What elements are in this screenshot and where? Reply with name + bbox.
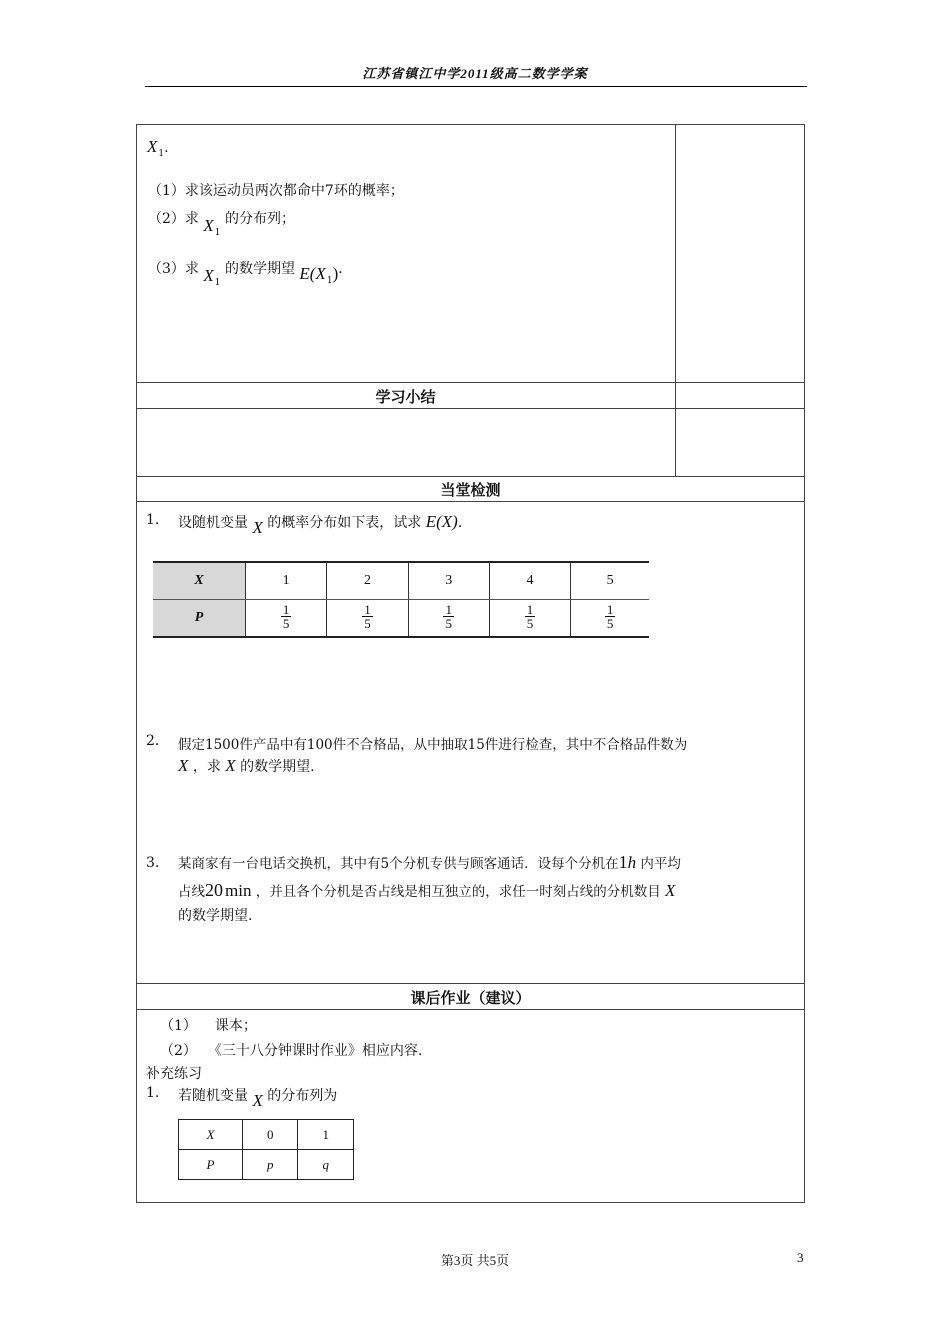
- table-cell: 0: [242, 1120, 298, 1150]
- check-item-3-number: 3.: [146, 855, 160, 871]
- check-item-2-line-1: 假定1500件产品中有100件不合格品，从中抽取15件进行检查，其中不合格品件数为: [178, 737, 688, 753]
- row-divider: [136, 1009, 805, 1010]
- table-cell-p-label: P: [153, 600, 246, 638]
- table-cell: 4: [489, 562, 570, 600]
- table-cell: $\frac{1}{5}$: [489, 600, 570, 638]
- table-cell-x-label: X: [153, 562, 246, 600]
- extra-practice-title: 补充练习: [146, 1066, 202, 1082]
- table-cell: q: [298, 1150, 354, 1180]
- check-item-3-line-1: 某商家有一台电话交换机，其中有5个分机专供与顾客通话．设每个分机在1h 内平均: [178, 852, 681, 872]
- problem-lead: $X_1$.: [147, 137, 169, 159]
- check-item-3-line-2: 占线20 min ，并且各个分机是否占线是相互独立的，求任一时刻占线的分机数目 X: [178, 880, 676, 900]
- table-row: [153, 600, 649, 638]
- section-summary-title: 学习小结: [375, 388, 436, 406]
- check-item-2-line-2: X ，求 X 的数学期望.: [178, 756, 315, 775]
- table-row: [179, 1120, 354, 1150]
- check-item-2-number: 2.: [146, 733, 160, 749]
- table-cell: p: [242, 1150, 298, 1180]
- table-row: [179, 1150, 354, 1180]
- notes-column-divider: [675, 124, 676, 476]
- distribution-table-1: [153, 561, 649, 638]
- table-cell-x-label: X: [179, 1120, 243, 1150]
- extra-item-1-number: 1.: [146, 1085, 160, 1101]
- homework-item-1: （1） 课本；: [160, 1018, 257, 1034]
- homework-item-2: （2） 《三十八分钟课时作业》相应内容.: [160, 1043, 423, 1059]
- table-cell: 1: [298, 1120, 354, 1150]
- row-divider: [136, 382, 805, 383]
- table-cell: 1: [246, 562, 327, 600]
- section-check-title: 当堂检测: [440, 481, 501, 499]
- question-1: （1）求该运动员两次都命中7环的概率；: [148, 183, 404, 199]
- table-cell: $\frac{1}{5}$: [571, 600, 649, 638]
- question-2: （2）求 $X_1$ 的分布列；: [148, 211, 295, 238]
- distribution-table-2: [178, 1119, 354, 1180]
- row-divider: [136, 983, 805, 984]
- check-item-1-number: 1.: [146, 512, 160, 528]
- table-cell: 3: [408, 562, 489, 600]
- row-divider: [136, 501, 805, 502]
- table-cell: $\frac{1}{5}$: [246, 600, 327, 638]
- extra-item-1-text: 若随机变量 X 的分布列为: [178, 1088, 338, 1110]
- header-rule: [145, 86, 807, 87]
- table-cell: 5: [571, 562, 649, 600]
- table-cell: $\frac{1}{5}$: [327, 600, 408, 638]
- row-divider: [136, 408, 805, 409]
- table-cell: $\frac{1}{5}$: [408, 600, 489, 638]
- question-3: （3）求 $X_1$ 的数学期望 $E(X_1)$.: [148, 261, 343, 288]
- page-number: 3: [797, 1250, 804, 1265]
- table-cell: 2: [327, 562, 408, 600]
- table-row: [153, 562, 649, 600]
- section-homework-title: 课后作业（建议）: [410, 989, 531, 1007]
- row-divider: [136, 476, 805, 477]
- table-cell-p-label: P: [179, 1150, 243, 1180]
- check-item-3-line-3: 的数学期望.: [178, 908, 253, 924]
- page-header-title: 江苏省镇江中学2011级高二数学学案: [362, 66, 588, 81]
- check-item-1-text: 设随机变量 X 的概率分布如下表，试求 E(X).: [178, 512, 463, 537]
- page-footer: 第3页 共5页: [440, 1253, 510, 1268]
